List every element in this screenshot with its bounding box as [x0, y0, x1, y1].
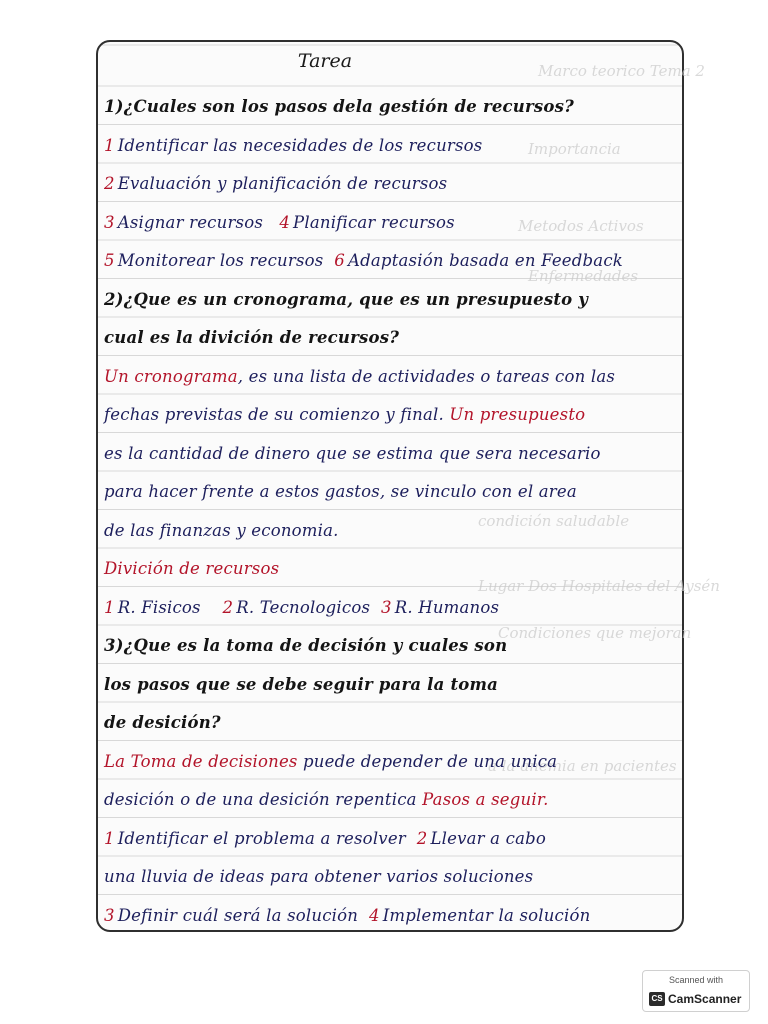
- line-text: puede depender de una unica: [297, 751, 558, 771]
- text-line: [104, 167, 678, 201]
- text-line: [104, 283, 678, 317]
- text-line: [104, 899, 678, 933]
- item-number: 2: [405, 828, 428, 848]
- bleed-through-line: Condiciones que mejoran: [498, 624, 692, 642]
- line-text: R. Fisicos: [117, 597, 201, 617]
- text-line: [104, 860, 678, 894]
- text-line: [104, 668, 678, 702]
- text-line: [104, 783, 678, 817]
- item-number: 2: [104, 174, 115, 193]
- text-line: [104, 514, 678, 548]
- text-line: [104, 629, 678, 663]
- camscanner-logo-icon: CS: [649, 992, 665, 1006]
- item-number: 2: [200, 597, 234, 617]
- text-line: [104, 437, 678, 471]
- text-line: [104, 745, 678, 779]
- line-text: de las finanzas y economia.: [104, 520, 339, 540]
- text-line: [104, 129, 678, 163]
- text-line: [104, 475, 678, 509]
- line-text: Planificar recursos: [293, 212, 455, 232]
- bleed-through-line: condición saludable: [478, 512, 630, 530]
- line-text: Identificar el problema a resolver: [117, 828, 406, 848]
- line-text: R. Tecnologicos: [236, 597, 371, 617]
- text-line: [104, 321, 678, 355]
- line-text: Definir cuál será la solución: [117, 905, 359, 925]
- bleed-through-line: a la anemia en pacientes: [488, 757, 677, 775]
- text-line: [104, 398, 678, 432]
- text-line: [104, 90, 678, 124]
- item-number: 3: [370, 597, 392, 617]
- item-number: 1: [104, 135, 115, 155]
- line-text: , es una lista de actividades o tareas con las: [237, 366, 616, 386]
- text-line: [104, 822, 678, 856]
- line-text: Monitorear los recursos: [117, 251, 324, 270]
- item-number: 3: [104, 212, 115, 232]
- line-text: de desición?: [104, 713, 221, 732]
- page-title: Tarea: [297, 50, 353, 72]
- line-text: 1)¿Cuales son los pasos dela gestión de recursos?: [104, 97, 574, 116]
- line-text: Pasos a seguir.: [422, 790, 549, 809]
- line-text: 3)¿Que es la toma de decisión y cuales son: [104, 636, 508, 655]
- notebook-page: [96, 40, 720, 932]
- bleed-through-line: Lugar Dos Hospitales del Aysén: [478, 577, 720, 595]
- line-text: desición o de una desición repentica: [104, 790, 423, 809]
- item-number: 1: [104, 597, 115, 617]
- item-number: 5: [104, 251, 115, 270]
- camscanner-watermark: [642, 970, 750, 1012]
- item-number: 4: [358, 905, 380, 925]
- scanner-name: CamScanner: [668, 992, 742, 1006]
- text-line: [104, 706, 678, 740]
- line-text: Divición de recursos: [104, 559, 280, 578]
- line-text: una lluvia de ideas para obtener varios soluciones: [104, 867, 534, 886]
- line-text: Implementar la solución: [382, 905, 591, 925]
- text-line: [104, 360, 678, 394]
- line-text: Llevar a cabo: [430, 828, 547, 848]
- line-text: para hacer frente a estos gastos, se vinculo con el area: [104, 482, 577, 501]
- bleed-through-line: Enfermedades: [528, 267, 639, 285]
- bleed-through-line: Metodos Activos: [518, 217, 644, 235]
- bleed-through-line: Importancia: [528, 140, 621, 158]
- item-number: 6: [323, 251, 346, 270]
- line-text: La Toma de decisiones: [104, 751, 298, 771]
- line-text: fechas previstas de su comienzo y final.: [104, 405, 450, 424]
- line-text: es la cantidad de dinero que se estima que sera necesario: [104, 443, 601, 463]
- line-text: 2)¿Que es un cronograma, que es un presupuesto y: [104, 289, 589, 309]
- item-number: 1: [104, 828, 115, 848]
- line-text: Un presupuesto: [449, 405, 586, 424]
- text-line: [104, 244, 678, 278]
- line-text: Un cronograma: [104, 366, 238, 386]
- item-number: 3: [104, 905, 115, 925]
- line-text: Identificar las necesidades de los recursos: [117, 135, 483, 155]
- item-number: 4: [263, 212, 291, 232]
- line-text: Adaptasión basada en Feedback: [348, 251, 623, 270]
- bleed-through-line: Marco teorico Tema 2: [538, 62, 705, 80]
- line-text: los pasos que se debe seguir para la toma: [104, 674, 499, 694]
- line-text: Evaluación y planificación de recursos: [117, 174, 448, 193]
- scanner-caption: Scanned with: [668, 975, 724, 985]
- line-text: Asignar recursos: [117, 212, 263, 232]
- text-line: [104, 206, 678, 240]
- text-line: [104, 591, 678, 625]
- text-line: [104, 552, 678, 586]
- line-text: cual es la divición de recursos?: [104, 328, 400, 347]
- line-text: R. Humanos: [394, 597, 500, 617]
